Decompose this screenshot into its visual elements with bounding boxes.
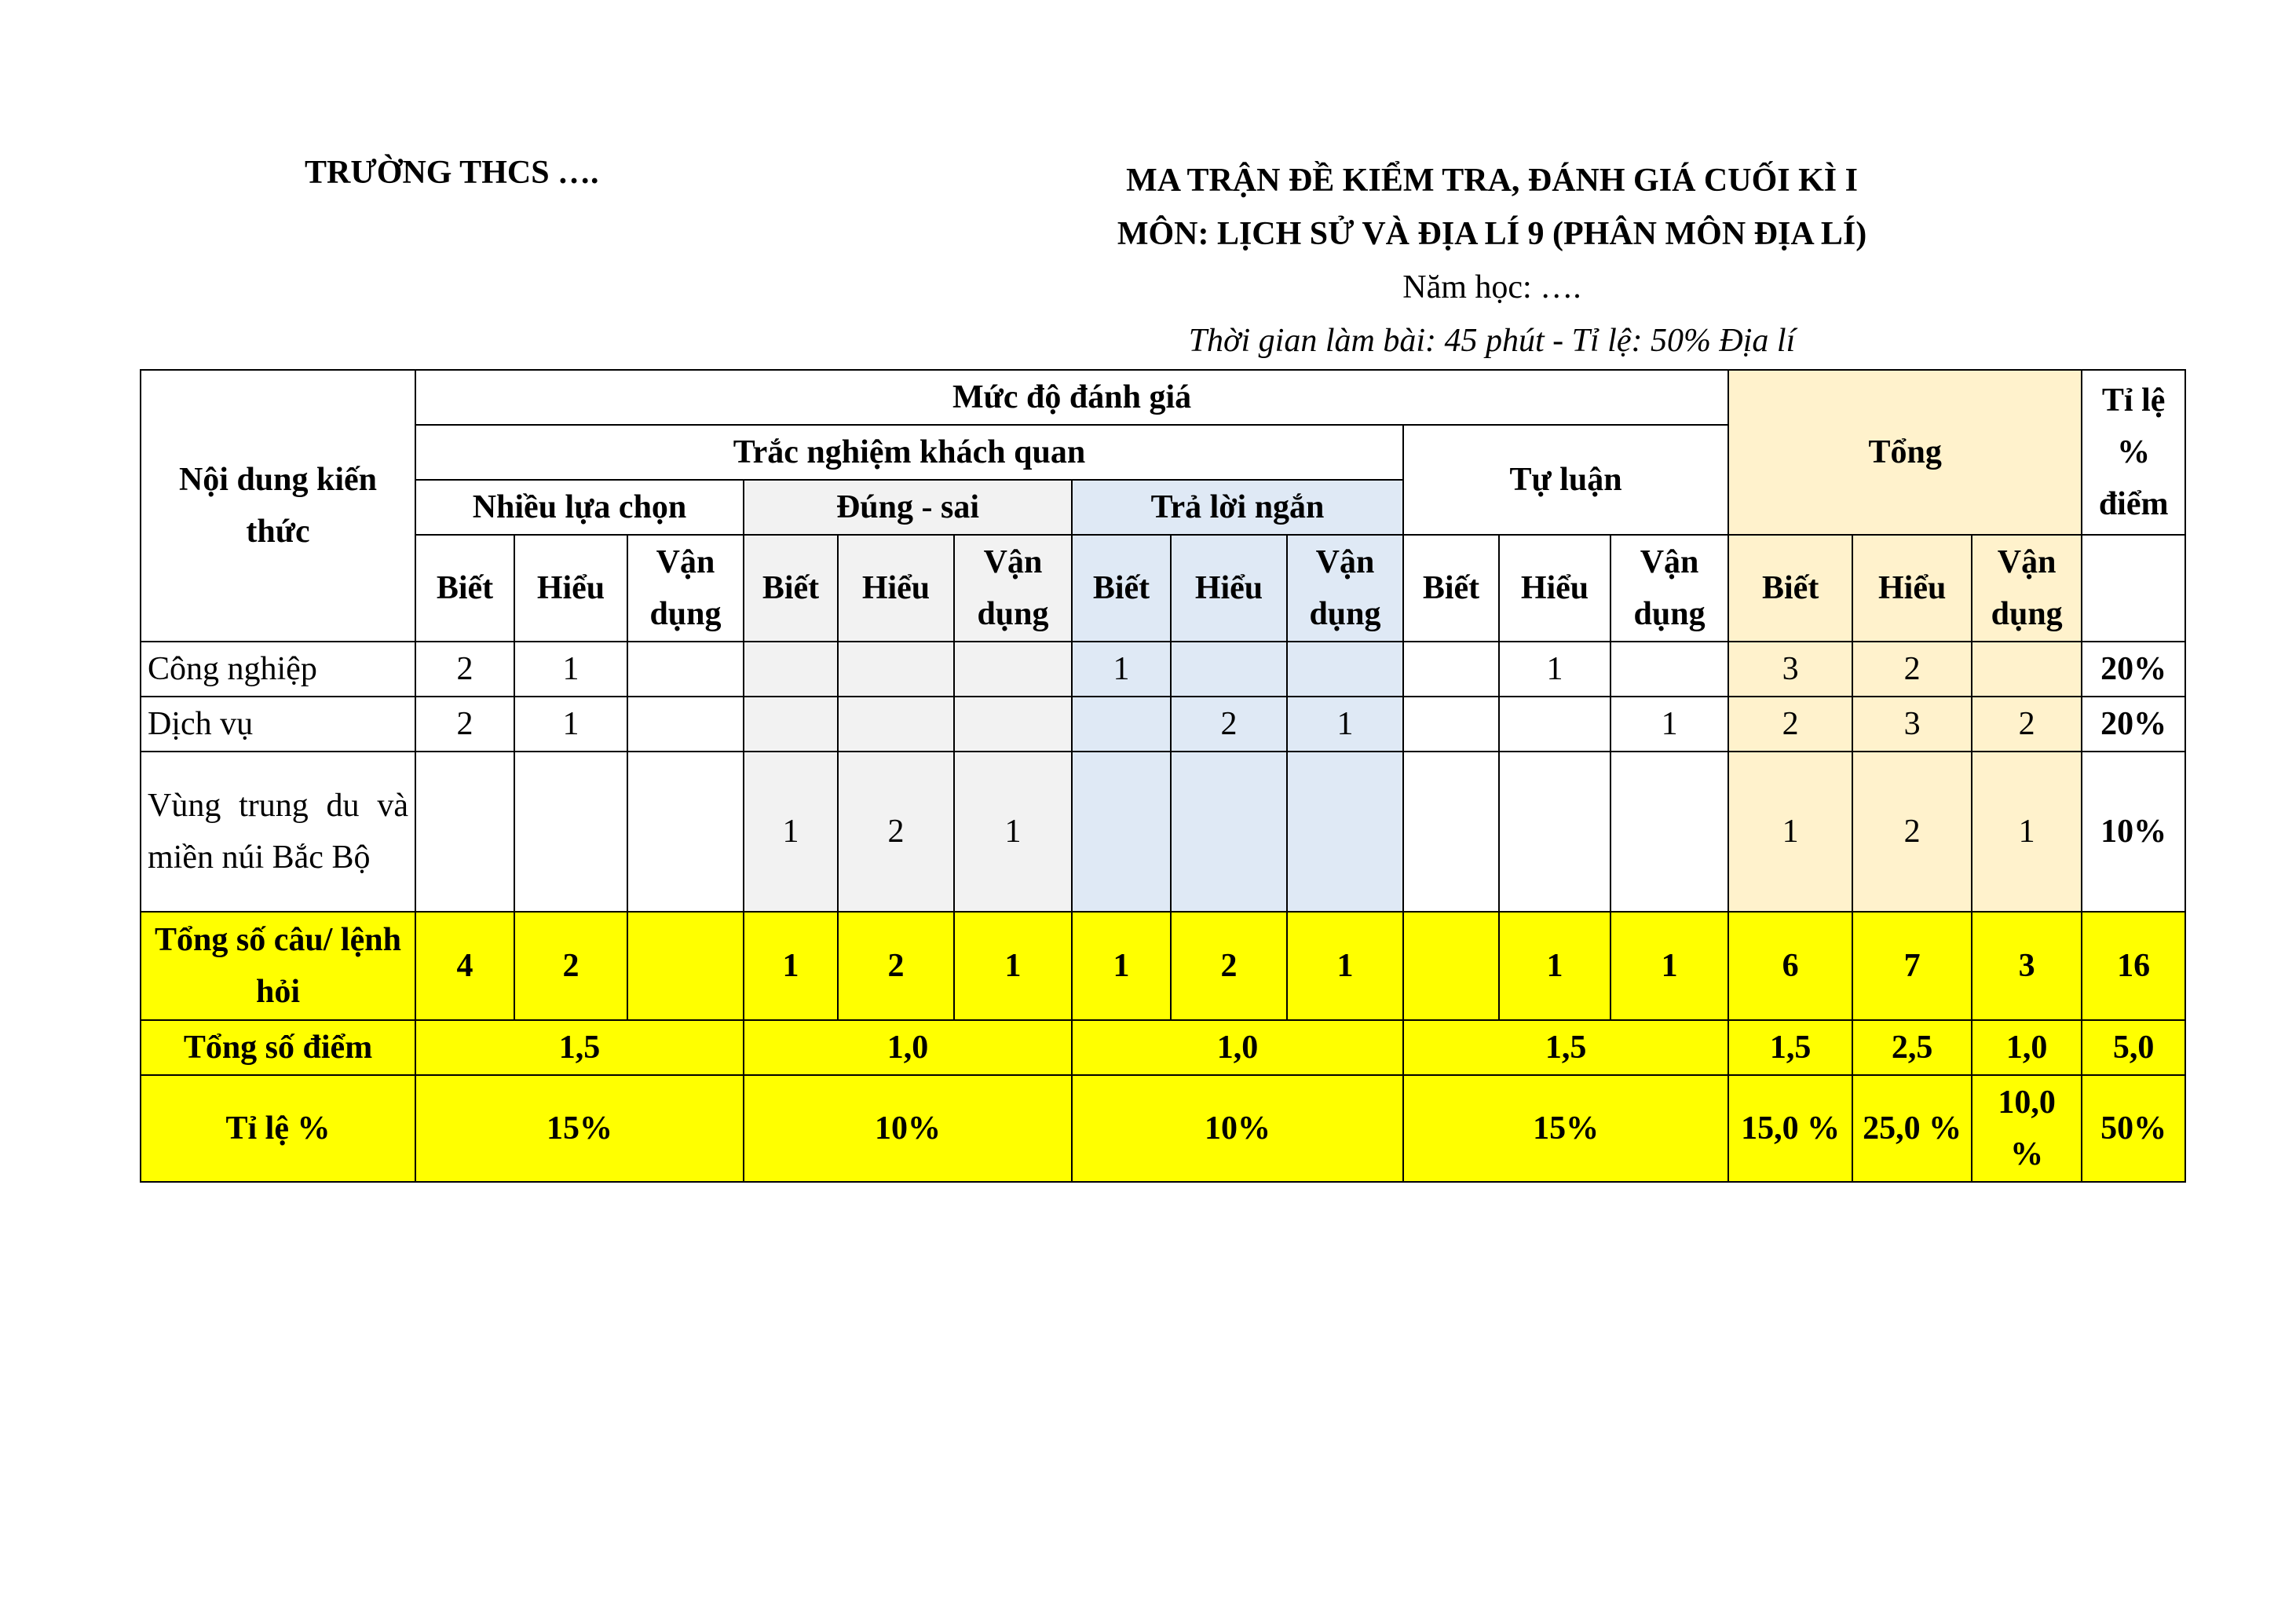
row-label: Tỉ lệ % <box>141 1075 415 1182</box>
data-cell <box>1171 752 1287 912</box>
level-biet: Biết <box>1403 535 1499 642</box>
group-points: 1,0 <box>1072 1020 1403 1075</box>
total-cell: 2 <box>838 912 954 1020</box>
data-cell: 1 <box>954 752 1072 912</box>
group-percent: 15% <box>1403 1075 1728 1182</box>
table-row-percent <box>141 1075 2185 1182</box>
data-cell: 3 <box>1728 642 1852 697</box>
tong-points: 2,5 <box>1852 1020 1972 1075</box>
row-ratio: 50% <box>2082 1075 2185 1182</box>
total-cell: 2 <box>1171 912 1287 1020</box>
header-tu-luan: Tự luận <box>1403 425 1728 535</box>
total-cell: 2 <box>514 912 627 1020</box>
level-van-dung: Vận dụng <box>627 535 744 642</box>
row-label: Tổng số điểm <box>141 1020 415 1075</box>
data-cell: 1 <box>1972 752 2082 912</box>
data-cell <box>838 697 954 752</box>
data-cell <box>1072 752 1171 912</box>
data-cell <box>627 697 744 752</box>
data-cell <box>954 697 1072 752</box>
data-cell <box>1403 752 1499 912</box>
total-cell <box>627 912 744 1020</box>
data-cell <box>627 752 744 912</box>
level-hieu: Hiểu <box>838 535 954 642</box>
data-cell <box>415 752 514 912</box>
table-row-total-points <box>141 1020 2185 1075</box>
data-cell <box>744 697 838 752</box>
data-cell <box>627 642 744 697</box>
data-cell <box>838 642 954 697</box>
data-cell <box>1287 642 1403 697</box>
data-cell: 2 <box>838 752 954 912</box>
data-cell: 1 <box>1728 752 1852 912</box>
data-cell: 2 <box>1972 697 2082 752</box>
total-cell: 7 <box>1852 912 1972 1020</box>
data-cell: 1 <box>514 642 627 697</box>
table-row-cong-nghiep <box>141 642 2185 697</box>
tong-points: 1,0 <box>1972 1020 2082 1075</box>
total-cell: 1 <box>1287 912 1403 1020</box>
exam-time: Thời gian làm bài: 45 phút - Tỉ lệ: 50% Địa lí <box>1188 323 1796 359</box>
level-hieu: Hiểu <box>1171 535 1287 642</box>
group-points: 1,5 <box>1403 1020 1728 1075</box>
row-ratio: 10% <box>2082 752 2185 912</box>
row-ratio: 5,0 <box>2082 1020 2185 1075</box>
total-cell: 4 <box>415 912 514 1020</box>
group-points: 1,5 <box>415 1020 744 1075</box>
header-tong: Tổng <box>1728 370 2082 535</box>
data-cell: 1 <box>1287 697 1403 752</box>
tong-points: 1,5 <box>1728 1020 1852 1075</box>
data-cell: 2 <box>1728 697 1852 752</box>
header-ti-le-diem: Tỉ lệ % điểm <box>2082 370 2185 535</box>
data-cell <box>1972 642 2082 697</box>
level-biet: Biết <box>1728 535 1852 642</box>
level-van-dung: Vận dụng <box>1287 535 1403 642</box>
data-cell: 1 <box>1499 642 1610 697</box>
data-cell: 1 <box>514 697 627 752</box>
title-line-1: MA TRẬN ĐỀ KIỂM TRA, ĐÁNH GIÁ CUỐI KÌ I <box>1126 163 1858 199</box>
level-hieu: Hiểu <box>1852 535 1972 642</box>
data-cell: 2 <box>1171 697 1287 752</box>
level-biet: Biết <box>415 535 514 642</box>
data-cell <box>954 642 1072 697</box>
level-hieu: Hiểu <box>1499 535 1610 642</box>
data-cell: 2 <box>415 642 514 697</box>
level-hieu: Hiểu <box>514 535 627 642</box>
level-van-dung: Vận dụng <box>1610 535 1728 642</box>
table-row-total-questions <box>141 912 2185 1020</box>
school-year: Năm học: …. <box>1402 269 1581 305</box>
group-percent: 15% <box>415 1075 744 1182</box>
header-nhieu-lua-chon: Nhiều lựa chọn <box>415 480 744 535</box>
tong-percent: 15,0 % <box>1728 1075 1852 1182</box>
row-ratio: 16 <box>2082 912 2185 1020</box>
header-muc-do: Mức độ đánh giá <box>415 370 1728 425</box>
data-cell <box>744 642 838 697</box>
data-cell <box>514 752 627 912</box>
data-cell <box>1171 642 1287 697</box>
data-cell: 2 <box>415 697 514 752</box>
data-cell <box>1499 752 1610 912</box>
total-cell <box>1403 912 1499 1020</box>
document-title-block <box>1021 154 1963 368</box>
empty-cell <box>2082 535 2185 642</box>
group-points: 1,0 <box>744 1020 1072 1075</box>
row-label: Tổng số câu/ lệnh hỏi <box>141 912 415 1020</box>
table-row-vung-trung-du <box>141 752 2185 912</box>
tong-percent: 10,0 % <box>1972 1075 2082 1182</box>
total-cell: 1 <box>744 912 838 1020</box>
header-tnkq: Trắc nghiệm khách quan <box>415 425 1403 480</box>
title-line-2: MÔN: LỊCH SỬ VÀ ĐỊA LÍ 9 (PHÂN MÔN ĐỊA LÍ) <box>1117 216 1867 252</box>
total-cell: 1 <box>1499 912 1610 1020</box>
data-cell <box>1403 642 1499 697</box>
data-cell <box>1072 697 1171 752</box>
data-cell: 1 <box>744 752 838 912</box>
level-van-dung: Vận dụng <box>1972 535 2082 642</box>
group-percent: 10% <box>1072 1075 1403 1182</box>
level-biet: Biết <box>744 535 838 642</box>
row-ratio: 20% <box>2082 642 2185 697</box>
data-cell: 2 <box>1852 752 1972 912</box>
data-cell: 1 <box>1072 642 1171 697</box>
school-name: TRƯỜNG THCS …. <box>305 155 599 191</box>
header-content: Nội dung kiến thức <box>141 370 415 642</box>
tong-percent: 25,0 % <box>1852 1075 1972 1182</box>
assessment-matrix-table <box>140 369 2186 1183</box>
data-cell <box>1499 697 1610 752</box>
data-cell <box>1610 752 1728 912</box>
row-label: Vùng trung du và miền núi Bắc Bộ <box>141 752 415 912</box>
row-label: Dịch vụ <box>141 697 415 752</box>
total-cell: 3 <box>1972 912 2082 1020</box>
data-cell: 1 <box>1610 697 1728 752</box>
total-cell: 1 <box>1072 912 1171 1020</box>
level-biet: Biết <box>1072 535 1171 642</box>
data-cell: 2 <box>1852 642 1972 697</box>
row-label: Công nghiệp <box>141 642 415 697</box>
level-van-dung: Vận dụng <box>954 535 1072 642</box>
group-percent: 10% <box>744 1075 1072 1182</box>
table-row-dich-vu <box>141 697 2185 752</box>
total-cell: 6 <box>1728 912 1852 1020</box>
header-tra-loi-ngan: Trả lời ngắn <box>1072 480 1403 535</box>
data-cell <box>1403 697 1499 752</box>
row-ratio: 20% <box>2082 697 2185 752</box>
data-cell: 3 <box>1852 697 1972 752</box>
data-cell <box>1610 642 1728 697</box>
total-cell: 1 <box>1610 912 1728 1020</box>
total-cell: 1 <box>954 912 1072 1020</box>
data-cell <box>1287 752 1403 912</box>
header-dung-sai: Đúng - sai <box>744 480 1072 535</box>
